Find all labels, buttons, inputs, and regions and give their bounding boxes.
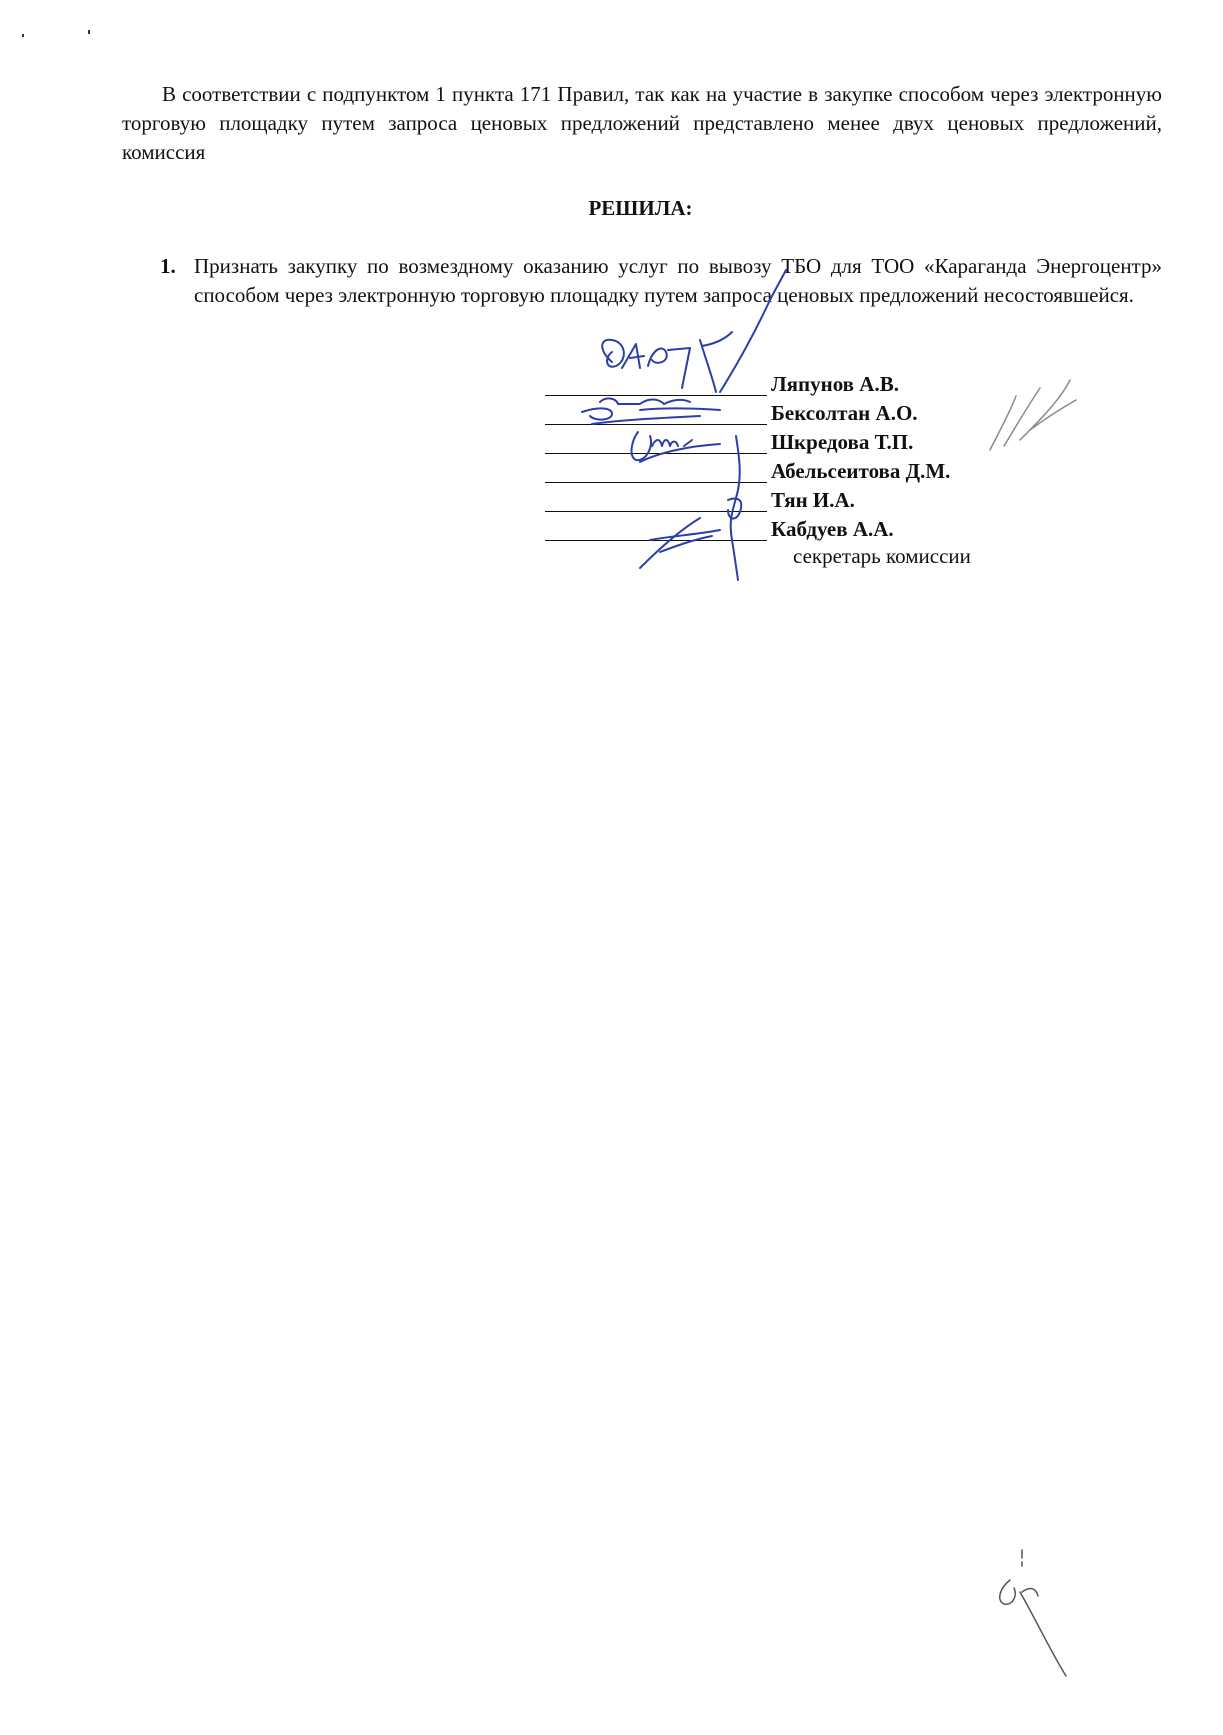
signatory-name: Тян И.А. — [771, 488, 855, 512]
secretary-role-label: секретарь комиссии — [793, 544, 971, 568]
signature-stroke — [1030, 400, 1076, 430]
signatory-name: Шкредова Т.П. — [771, 430, 914, 454]
signature-row — [545, 457, 1025, 486]
signature-row — [545, 370, 1025, 399]
signature-stroke — [1020, 380, 1070, 440]
decision-item — [160, 252, 1162, 310]
signature-line — [545, 453, 767, 454]
signature-row — [545, 428, 1025, 457]
signatory-name: Абельсеитова Д.М. — [771, 459, 951, 483]
signatory-name: Кабдуев А.А. — [771, 517, 894, 541]
signature-line — [545, 540, 767, 541]
decision-item-text: Признать закупку по возмездному оказанию услуг по вывозу ТБО для ТОО «Караганда Энергоцентр» способом через электронную торговую площадку путем запроса ценовых предложений несостоявшейся. — [194, 254, 1162, 307]
decision-item-number: 1. — [160, 254, 176, 278]
signature-row — [545, 515, 1025, 544]
signature-stroke — [1020, 1592, 1066, 1676]
signature-stroke — [702, 332, 732, 346]
signature-block — [545, 370, 1025, 544]
signature-line — [545, 395, 767, 396]
signature-line — [545, 511, 767, 512]
signature-stroke — [622, 344, 644, 368]
signature-row — [545, 399, 1025, 428]
signature-stroke — [602, 340, 624, 367]
signature-line — [545, 424, 767, 425]
preamble-paragraph: В соответствии с подпунктом 1 пункта 171 Правил, так как на участие в закупке способом через электронную торговую площадку путем запроса ценовых предложений представлено менее двух ценовых предложений, комиссия — [122, 82, 1162, 164]
signatory-name: Бексолтан А.О. — [771, 401, 918, 425]
signature-line — [545, 482, 767, 483]
signature-stroke — [1000, 1580, 1016, 1604]
signature-stroke — [648, 348, 667, 366]
signature-stroke — [1022, 1589, 1038, 1596]
signature-row — [545, 486, 1025, 515]
signatory-name: Ляпунов А.В. — [771, 372, 899, 396]
decision-heading: РЕШИЛА: — [588, 196, 693, 220]
